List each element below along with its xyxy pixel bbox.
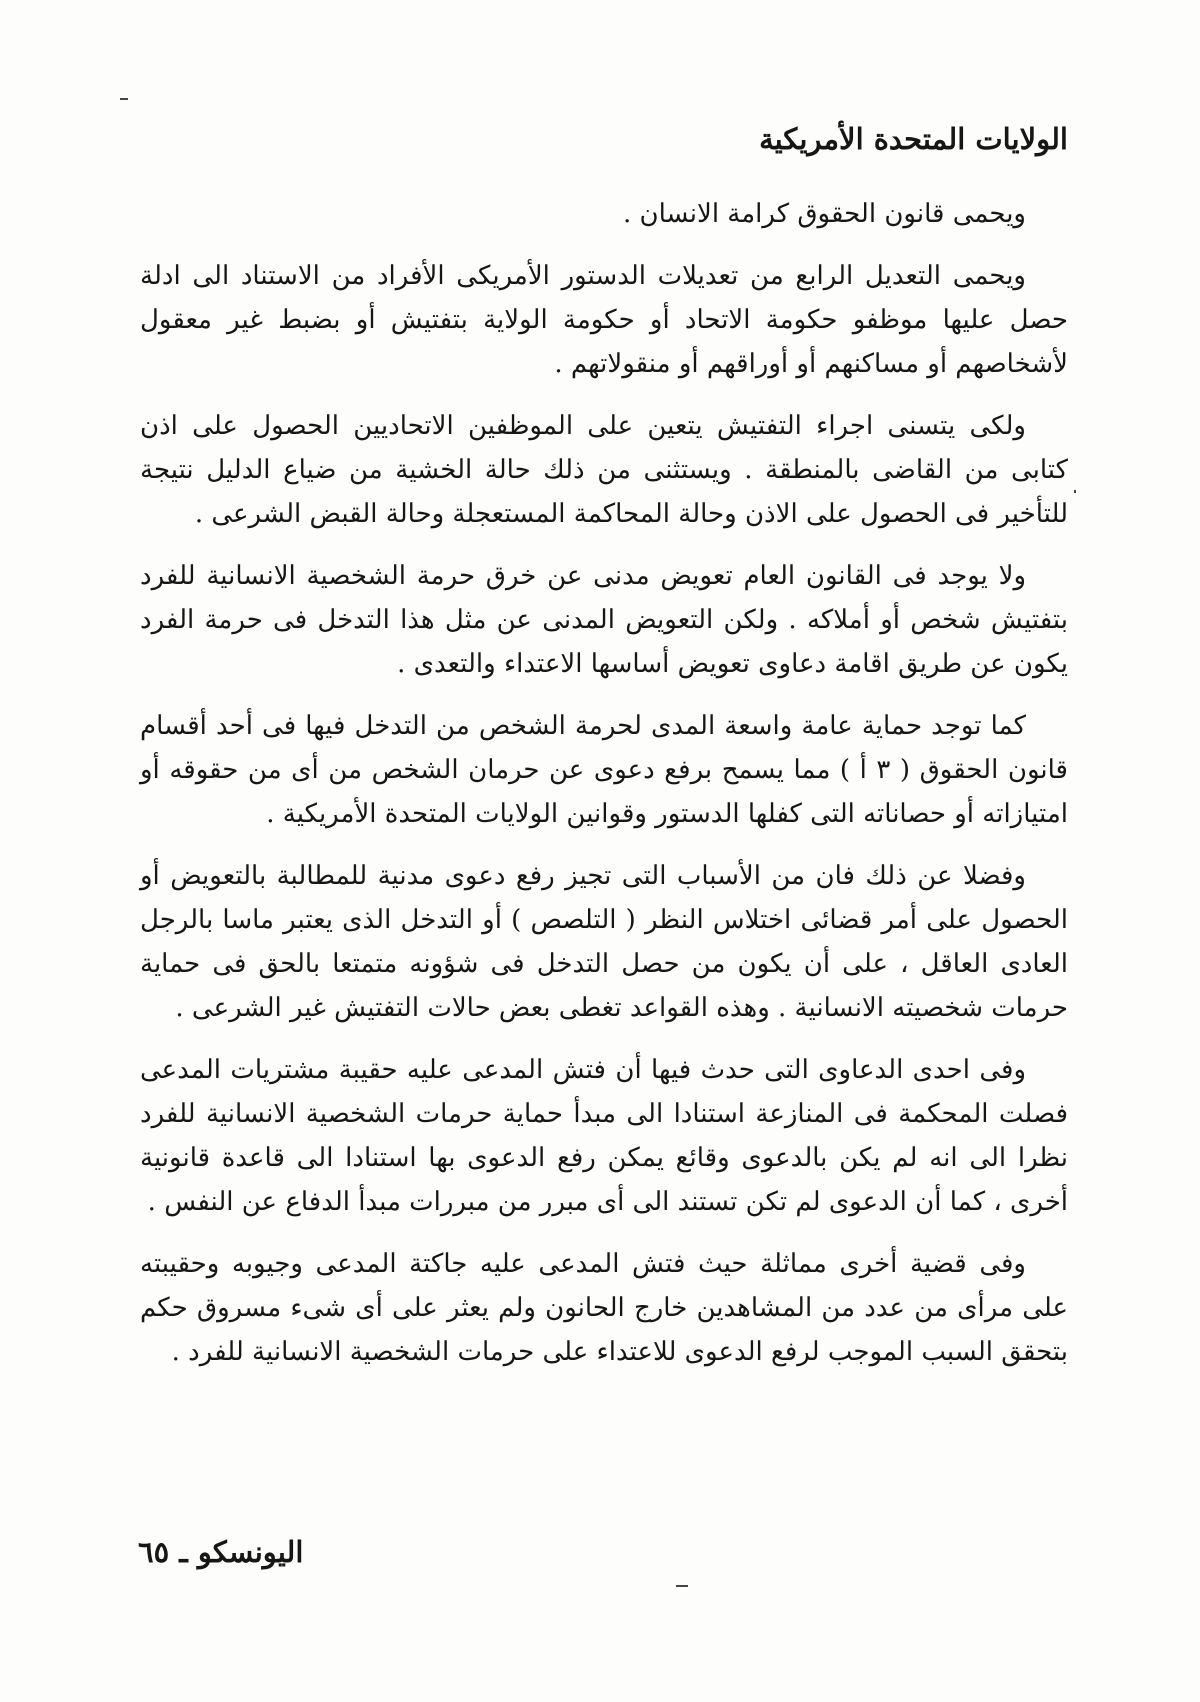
paragraph: كما توجد حماية عامة واسعة المدى لحرمة الشخص من التدخل فيها فى أحد أقسام قانون الحقوق ( ٣ أ ) مما يسمح برفع دعوى عن حرمان الشخص من أى من حقوقه أو امتيازاته أو حصاناته التى كفلها الدستور وقوانين الولايات المتحدة الأمريكية . (140, 711, 1068, 829)
paragraph: ويحمى قانون الحقوق كرامة الانسان . (623, 199, 1026, 229)
scan-speck (120, 98, 128, 100)
paragraph: وفى قضية أخرى مماثلة حيث فتش المدعى عليه جاكتة المدعى وجيوبه وحقيبته على مرأى من عدد من المشاهدين خارج الحانون ولم يعثر على أى شىء مسروق حكم بتحقق السبب الموجب لرفع الدعوى للاعتداء على حرمات الشخصية الانسانية للفرد . (140, 1249, 1068, 1367)
scan-speck (676, 1585, 688, 1587)
running-header: الولايات المتحدة الأمريكية (759, 122, 1068, 156)
page-footer: اليونسكو ـ ٦٥ (138, 1535, 304, 1569)
body-text (140, 192, 1068, 1392)
paragraph: وفضلا عن ذلك فان من الأسباب التى تجيز رفع دعوى مدنية للمطالبة بالتعويض أو الحصول على أمر قضائى اختلاس النظر ( التلصص ) أو التدخل الذى يعتبر ماسا بالرجل العادى العاقل ، على أن يكون من حصل التدخل فى شؤونه متمتعا بالحق فى حماية حرمات شخصيته الانسانية . وهذه القواعد تغطى بعض حالات التفتيش غير الشرعى . (140, 861, 1068, 1023)
paragraph: ولا يوجد فى القانون العام تعويض مدنى عن خرق حرمة الشخصية الانسانية للفرد بتفتيش شخص أو أملاكه . ولكن التعويض المدنى عن مثل هذا التدخل فى حرمة الفرد يكون عن طريق اقامة دعاوى تعويض أساسها الاعتداء والتعدى . (140, 561, 1068, 679)
paragraph: وفى احدى الدعاوى التى حدث فيها أن فتش المدعى عليه حقيبة مشتريات المدعى فصلت المحكمة فى المنازعة استنادا الى مبدأ حماية حرمات الشخصية الانسانية للفرد نظرا الى انه لم يكن بالدعوى وقائع يمكن رفع الدعوى بها استنادا الى قاعدة قانونية أخرى ، كما أن الدعوى لم تكن تستند الى أى مبرر من مبررات مبدأ الدفاع عن النفس . (140, 1055, 1068, 1217)
scan-speck (1074, 490, 1076, 493)
paragraph: ويحمى التعديل الرابع من تعديلات الدستور الأمريكى الأفراد من الاستناد الى ادلة حصل عليها موظفو حكومة الاتحاد أو حكومة الولاية بتفتيش أو بضبط غير معقول لأشخاصهم أو مساكنهم أو أوراقهم أو منقولاتهم . (140, 261, 1068, 379)
paragraph: ولكى يتسنى اجراء التفتيش يتعين على الموظفين الاتحاديين الحصول على اذن كتابى من القاضى بالمنطقة . ويستثنى من ذلك حالة الخشية من ضياع الدليل نتيجة للتأخير فى الحصول على الاذن وحالة المحاكمة المستعجلة وحالة القبض الشرعى . (140, 411, 1068, 529)
